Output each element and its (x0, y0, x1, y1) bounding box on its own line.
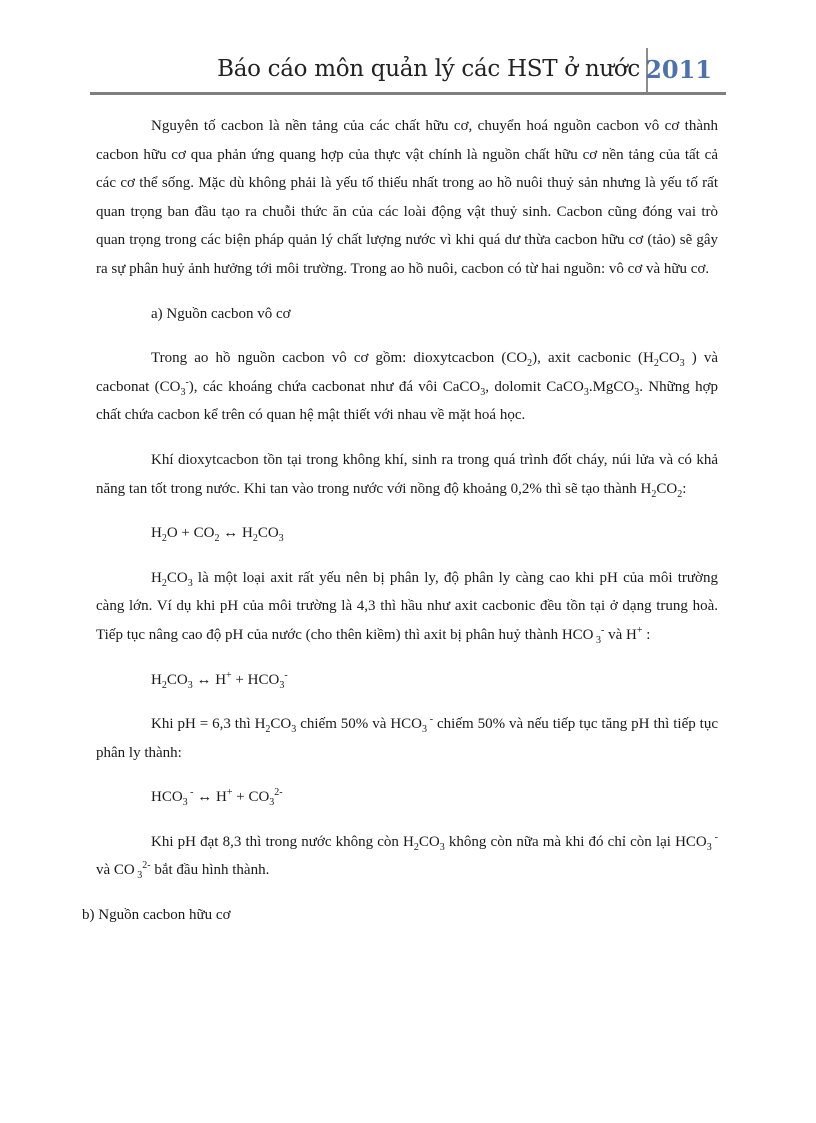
paragraph-ph-6-3: Khi pH = 6,3 thì $H_2CO_3$ chiếm 50% và $HCO_3$ - chiếm 50% và nếu tiếp tục tăng pH thì tiếp tục phân ly thành: (96, 714, 718, 761)
paragraph-dissociation: $H_2CO_3$ là một loại axit rất yếu nên bị phân ly, độ phân ly càng cao khi pH của môi trường càng lớn. Ví dụ khi pH của môi trường là 4,3 thì hầu như axit cacbonic đều tồn tại ở dạng trung hoà. Tiếp tục nâng cao độ pH của nước (cho thên kiềm) thì axit bị phân huỷ thành HCO $_3$- và H+ : (96, 569, 718, 646)
heading-organic-carbon: b) Nguồn cacbon hữu cơ (82, 907, 231, 924)
header-year: 2011 (645, 55, 712, 84)
header-rule (90, 92, 726, 95)
document-body (82, 112, 719, 930)
header-title: Báo cáo môn quản lý các HST ở nước (217, 56, 640, 82)
equation-second-dissociation: $HCO_3$ - ↔ $H^+ + CO_3^{2-}$ (151, 787, 283, 809)
page-header (90, 46, 726, 94)
paragraph-intro: Nguyên tố cacbon là nền tảng của các chất hữu cơ, chuyển hoá nguồn cacbon vô cơ thành cacbon hữu cơ qua phản ứng quang hợp của thực vật chính là nguồn chất hữu cơ nền tảng của tất cả các cơ thể sống. Mặc dù không phải là yếu tố thiếu nhất trong ao hồ nuôi thuỷ sản nhưng là yếu tố rất quan trọng ban đầu tạo ra chuỗi thức ăn của các loài động vật thuỷ sinh. Cacbon cũng đóng vai trò quan trọng trong các biện pháp quản lý chất lượng nước vì khi quá dư thừa cacbon hữu cơ (tảo) sẽ gây ra sự phân huỷ ảnh hưởng tới môi trường. Trong ao hồ nuôi, cacbon có từ hai nguồn: vô cơ và hữu cơ. (96, 118, 718, 277)
equation-first-dissociation: $H_2CO_3$ ↔ $H^+ + HCO_3^-$ (151, 669, 288, 691)
paragraph-ph-8-3: Khi pH đạt 8,3 thì trong nước không còn $H_2CO_3$ không còn nữa mà khi đó chỉ còn lại $HCO_3$ - và CO $_3^{2-}$ bắt đầu hình thành. (96, 831, 718, 882)
heading-inorganic-carbon: a) Nguồn cacbon vô cơ (151, 305, 291, 322)
equation-carbonic-acid-formation: $H_2O + CO_2$ ↔ $H_2CO_3$ (151, 525, 284, 545)
paragraph-inorganic-sources: Trong ao hồ nguồn cacbon vô cơ gồm: dioxytcacbon $(CO_2)$, axit cacbonic ($H_2CO_3$ ) và cacbonat $(CO_3^-)$, các khoáng chứa cacbonat như đá vôi CaCO$_3$, dolomit CaCO$_3$.MgCO$_3$. Những hợp chất chứa cacbon kể trên có quan hệ mật thiết với nhau về mặt hoá học. (96, 350, 719, 424)
paragraph-co2-dissolution: Khí dioxytcacbon tồn tại trong không khí, sinh ra trong quá trình đốt cháy, núi lửa và có khả năng tan tốt trong nước. Khi tan vào trong nước với nồng độ khoảng 0,2% thì sẽ tạo thành $H_2CO_2$: (96, 451, 718, 500)
